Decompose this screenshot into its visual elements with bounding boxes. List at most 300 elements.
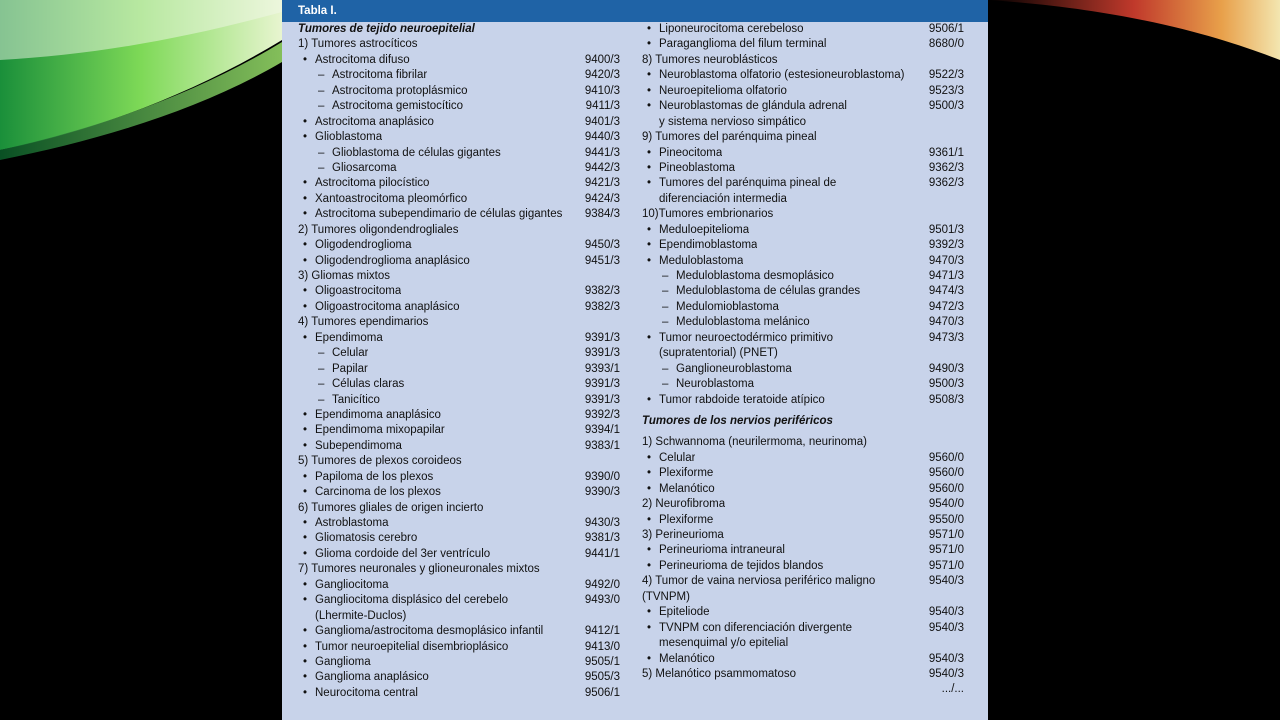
icd-code: 9424/3: [584, 192, 620, 205]
bullet-icon: •: [303, 594, 308, 607]
icd-code: 9361/1: [928, 146, 964, 159]
dash-icon: –: [318, 161, 325, 174]
bullet-icon: •: [647, 606, 652, 619]
tumor-name: Celular: [659, 451, 696, 464]
icd-code: 9505/3: [584, 671, 620, 684]
tumor-name: Meduloblastoma de células grandes: [676, 285, 861, 298]
bullet-icon: •: [647, 621, 652, 634]
tumor-name: Tumores del parénquima pineal de: [659, 177, 837, 190]
tumor-name: 9) Tumores del parénquima pineal: [642, 131, 817, 144]
tumor-name: Tumor rabdoide teratoide atípico: [659, 393, 825, 406]
table-row: [298, 68, 620, 83]
table-title: Tabla I.: [282, 0, 988, 22]
table-row: [298, 516, 620, 531]
table-row: [298, 423, 620, 438]
table-row: [642, 22, 964, 37]
icd-code: 9441/1: [584, 547, 620, 560]
icd-code: 9413/0: [584, 640, 620, 653]
bullet-icon: •: [647, 69, 652, 82]
dash-icon: –: [318, 69, 325, 82]
tumor-name: Papilar: [332, 362, 368, 375]
table-row: [642, 528, 964, 543]
icd-code: 8680/0: [928, 38, 964, 51]
dash-icon: –: [318, 84, 325, 97]
bullet-icon: •: [647, 652, 652, 665]
bullet-icon: •: [647, 177, 652, 190]
table-row: [642, 37, 964, 52]
tumor-name: Pineocitoma: [659, 146, 723, 159]
table-row: [298, 531, 620, 546]
table-row: [642, 393, 964, 408]
bullet-icon: •: [647, 544, 652, 557]
table-left-column: [298, 22, 620, 701]
table-row: [642, 284, 964, 299]
icd-code: 9393/1: [584, 362, 620, 375]
icd-code: 9382/3: [584, 300, 620, 313]
table-row: [298, 53, 620, 68]
table-row: [642, 559, 964, 574]
tumor-name: Astrocitoma gemistocítico: [332, 100, 464, 113]
icd-code: 9390/3: [584, 486, 620, 499]
bullet-icon: •: [647, 84, 652, 97]
table-row: [298, 501, 620, 516]
table-row: [642, 682, 964, 697]
warm-swoosh-decoration: [988, 0, 1280, 60]
bullet-icon: •: [647, 482, 652, 495]
dash-icon: –: [662, 316, 669, 329]
tumor-name: Perineurioma de tejidos blandos: [659, 559, 824, 572]
icd-code: 9540/3: [928, 606, 964, 619]
table-row: [642, 636, 964, 651]
table-row: [642, 451, 964, 466]
table-row: [642, 652, 964, 667]
icd-code: 9400/3: [584, 53, 620, 66]
icd-code: 9506/1: [584, 686, 620, 699]
icd-code: 9506/1: [928, 23, 964, 35]
bullet-icon: •: [303, 239, 308, 252]
bullet-icon: •: [303, 439, 308, 452]
table-row: [298, 686, 620, 701]
bullet-icon: •: [303, 192, 308, 205]
tumor-name: Astrocitoma anaplásico: [315, 115, 434, 128]
bullet-icon: •: [303, 254, 308, 267]
table-row: [642, 130, 964, 145]
table-row: [642, 466, 964, 481]
table-row: [298, 99, 620, 114]
tumor-name: Astrocitoma difuso: [315, 53, 410, 66]
icd-code: 9550/0: [928, 513, 964, 526]
bullet-icon: •: [303, 625, 308, 638]
bullet-icon: •: [303, 53, 308, 66]
icd-code: 9540/3: [928, 667, 964, 680]
tumor-name: (supratentorial) (PNET): [659, 347, 778, 360]
icd-code: 9505/1: [584, 655, 620, 668]
icd-code: 9421/3: [584, 177, 620, 190]
icd-code: 9412/1: [584, 625, 620, 638]
table-row: [298, 408, 620, 423]
icd-code: 9362/3: [928, 161, 964, 174]
tumor-name: Glioblastoma de células gigantes: [332, 146, 501, 159]
tumor-name: Ependimoblastoma: [659, 239, 758, 252]
bullet-icon: •: [647, 146, 652, 159]
table-row: [642, 435, 964, 450]
tumor-name: 1) Tumores astrocíticos: [298, 38, 418, 51]
green-swoosh-decoration: [0, 0, 282, 160]
table-row: [642, 192, 964, 207]
table-row: [298, 331, 620, 346]
bullet-icon: •: [647, 451, 652, 464]
tumor-name: Ganglioma: [315, 655, 371, 668]
tumor-name: diferenciación intermedia: [659, 192, 787, 205]
bullet-icon: •: [647, 161, 652, 174]
table-row: [642, 331, 964, 346]
bullet-icon: •: [303, 486, 308, 499]
table-row: [642, 176, 964, 191]
bullet-icon: •: [303, 671, 308, 684]
tumor-name: Tanicítico: [332, 393, 380, 406]
table-row: [642, 254, 964, 269]
table-row: [642, 605, 964, 620]
table-row: [642, 223, 964, 238]
tumor-name: Gliosarcoma: [332, 161, 397, 174]
tumor-name: Gangliocitoma: [315, 578, 389, 591]
icd-code: 9560/0: [928, 451, 964, 464]
bullet-icon: •: [303, 640, 308, 653]
bullet-icon: •: [303, 408, 308, 421]
icd-code: 9540/0: [928, 498, 964, 511]
tumor-name: Medulomioblastoma: [676, 300, 779, 313]
icd-code: 9362/3: [928, 177, 964, 190]
dash-icon: –: [318, 347, 325, 360]
tumor-name: Pineoblastoma: [659, 161, 736, 174]
table-row: [298, 655, 620, 670]
table-row: [642, 84, 964, 99]
tumor-name: Neuroblastomas de glándula adrenal: [659, 100, 847, 113]
icd-code: 9394/1: [584, 424, 620, 437]
icd-code: 9470/3: [928, 316, 964, 329]
table-row: [298, 393, 620, 408]
icd-code: 9411/3: [585, 100, 620, 113]
bullet-icon: •: [303, 115, 308, 128]
table-row: [298, 470, 620, 485]
icd-code: 9490/3: [928, 362, 964, 375]
icd-code: 9501/3: [928, 223, 964, 236]
tumor-name: Neuroblastoma olfatorio (estesioneuroblastoma): [659, 69, 905, 82]
tumor-name: Tumor neuroectodérmico primitivo: [659, 331, 834, 344]
icd-code: 9392/3: [928, 239, 964, 252]
table-row: [298, 362, 620, 377]
tumor-name: 1) Schwannoma (neurilermoma, neurinoma): [642, 436, 867, 449]
tumor-name: (TVNPM): [642, 590, 690, 603]
table-row: [298, 269, 620, 284]
tumor-name: Astrocitoma subependimario de células gigantes: [315, 208, 563, 221]
icd-code: 9382/3: [584, 285, 620, 298]
icd-code: 9474/3: [928, 285, 964, 298]
tumor-name: 2) Tumores oligondendrogliales: [298, 223, 459, 236]
icd-code: 9390/0: [584, 470, 620, 483]
tumor-name: Células claras: [332, 378, 405, 391]
tumor-name: Meduloblastoma melánico: [676, 316, 810, 329]
tumor-name: Paraganglioma del filum terminal: [659, 38, 827, 51]
table-row: [298, 640, 620, 655]
table-row: [642, 513, 964, 528]
bullet-icon: •: [303, 578, 308, 591]
tumor-name: Subependimoma: [315, 439, 402, 452]
table-row: [298, 670, 620, 685]
tumor-name: Gangliocitoma displásico del cerebelo: [315, 594, 509, 607]
icd-code: 9472/3: [928, 300, 964, 313]
icd-code: 9391/3: [584, 331, 620, 344]
bullet-icon: •: [303, 470, 308, 483]
table-row: [642, 590, 964, 605]
dash-icon: –: [662, 285, 669, 298]
bullet-icon: •: [647, 513, 652, 526]
tumor-name: Ganglioneuroblastoma: [676, 362, 792, 375]
icd-code: 9470/3: [928, 254, 964, 267]
icd-code: 9383/1: [584, 439, 620, 452]
icd-code: 9430/3: [584, 517, 620, 529]
icd-code: 9441/3: [584, 146, 620, 159]
table-row: [298, 223, 620, 238]
tumor-name: Melanótico: [659, 482, 715, 495]
table-row: [298, 346, 620, 361]
table-row: [298, 192, 620, 207]
tumor-name: 5) Tumores de plexos coroideos: [298, 455, 462, 468]
tumor-name: Neuroepitelioma olfatorio: [659, 84, 787, 97]
dash-icon: –: [662, 362, 669, 375]
icd-code: 9560/0: [928, 482, 964, 495]
tumor-name: Ganglioma/astrocitoma desmoplásico infantil: [315, 625, 544, 638]
tumor-name: Tumores de los nervios periféricos: [642, 414, 833, 427]
icd-code: 9440/3: [584, 131, 620, 144]
icd-code: 9522/3: [928, 69, 964, 82]
table-row: [298, 207, 620, 222]
icd-code: 9391/3: [584, 347, 620, 360]
icd-code: 9410/3: [584, 84, 620, 97]
tumor-name: Oligodendroglioma: [315, 239, 412, 252]
bullet-icon: •: [647, 223, 652, 236]
bullet-icon: •: [647, 38, 652, 51]
tumor-name: Astrocitoma protoplásmico: [332, 84, 468, 97]
tumor-name: Ependimoma anaplásico: [315, 408, 441, 421]
bullet-icon: •: [303, 686, 308, 699]
table-row: [642, 68, 964, 83]
bullet-icon: •: [647, 559, 652, 572]
table-row: [642, 115, 964, 130]
dash-icon: –: [318, 378, 325, 391]
table-row: [642, 238, 964, 253]
bullet-icon: •: [303, 655, 308, 668]
tumor-name: 5) Melanótico psammomatoso: [642, 667, 797, 680]
tumor-name: Carcinoma de los plexos: [315, 486, 441, 499]
table-row: [298, 84, 620, 99]
icd-code: 9500/3: [928, 378, 964, 391]
table-row: [298, 454, 620, 469]
table-row: [642, 53, 964, 68]
table-row: [642, 497, 964, 512]
table-row: [642, 667, 964, 682]
tumor-name: 7) Tumores neuronales y glioneuronales mixtos: [298, 563, 540, 576]
icd-code: 9392/3: [584, 408, 620, 421]
table-row: [298, 485, 620, 500]
table-row: [298, 115, 620, 130]
tumor-name: Perineurioma intraneural: [659, 544, 785, 557]
tumor-name: Meduloblastoma desmoplásico: [676, 270, 834, 282]
dash-icon: –: [662, 270, 669, 282]
tumor-name: Meduloblastoma: [659, 254, 744, 267]
icd-code: 9451/3: [584, 254, 620, 267]
tumor-name: 4) Tumor de vaina nerviosa periférico maligno: [642, 575, 876, 588]
bullet-icon: •: [303, 300, 308, 313]
table-row: [642, 315, 964, 330]
tumor-name: Oligoastrocitoma: [315, 285, 402, 298]
table-row: [642, 269, 964, 284]
table-row: [298, 130, 620, 145]
table-row: [298, 161, 620, 176]
table-row: [298, 562, 620, 577]
table-row: [298, 37, 620, 52]
tumor-name: Astroblastoma: [315, 517, 389, 529]
icd-code: 9571/0: [928, 529, 964, 541]
bullet-icon: •: [647, 100, 652, 113]
tumor-name: 8) Tumores neuroblásticos: [642, 53, 778, 66]
tumor-name: Astrocitoma fibrilar: [332, 69, 428, 82]
table-row: [642, 161, 964, 176]
table-row: [298, 547, 620, 562]
bullet-icon: •: [647, 23, 652, 35]
tumor-name: 6) Tumores gliales de origen incierto: [298, 501, 484, 514]
table-image: [282, 0, 988, 720]
tumor-name: Ependimoma mixopapilar: [315, 424, 445, 437]
tumor-name: Celular: [332, 347, 369, 360]
tumor-name: Neurocitoma central: [315, 686, 418, 699]
icd-code: .../...: [941, 683, 964, 696]
icd-code: 9420/3: [584, 69, 620, 82]
table-row: [298, 609, 620, 624]
tumor-name: Ganglioma anaplásico: [315, 671, 429, 684]
tumor-name: TVNPM con diferenciación divergente: [659, 621, 853, 634]
table-row: [642, 99, 964, 114]
table-row: [298, 238, 620, 253]
icd-code: 9401/3: [584, 115, 620, 128]
tumor-name: 2) Neurofibroma: [642, 498, 726, 511]
table-row: [642, 543, 964, 558]
bullet-icon: •: [647, 467, 652, 480]
dash-icon: –: [662, 300, 669, 313]
tumor-name: 10)Tumores embrionarios: [642, 208, 774, 221]
icd-code: 9391/3: [584, 393, 620, 406]
bullet-icon: •: [303, 547, 308, 560]
table-row: [298, 377, 620, 392]
tumor-name: Astrocitoma pilocístico: [315, 177, 430, 190]
table-row: [642, 574, 964, 589]
table-right-column: [642, 22, 964, 698]
tumor-name: Gliomatosis cerebro: [315, 532, 418, 545]
table-section-heading: [642, 414, 964, 429]
tumor-name: Neuroblastoma: [676, 378, 754, 391]
tumor-name: Ependimoma: [315, 331, 383, 344]
tumor-name: Meduloepitelioma: [659, 223, 750, 236]
table-row: [298, 254, 620, 269]
icd-code: 9571/0: [928, 544, 964, 557]
bullet-icon: •: [647, 331, 652, 344]
table-row: [642, 300, 964, 315]
table-row: [298, 593, 620, 608]
table-row: [298, 439, 620, 454]
tumor-name: Glioblastoma: [315, 131, 383, 144]
bullet-icon: •: [303, 331, 308, 344]
dash-icon: –: [318, 362, 325, 375]
table-row: [298, 624, 620, 639]
tumor-name: Liponeurocitoma cerebeloso: [659, 23, 804, 35]
table-row: [298, 176, 620, 191]
tumor-name: Oligoastrocitoma anaplásico: [315, 300, 460, 313]
table-row: [642, 362, 964, 377]
icd-code: 9500/3: [928, 100, 964, 113]
tumor-name: Melanótico: [659, 652, 715, 665]
table-row: [298, 146, 620, 161]
tumor-name: Xantoastrocitoma pleomórfico: [315, 192, 468, 205]
bullet-icon: •: [303, 131, 308, 144]
tumor-name: 4) Tumores ependimarios: [298, 316, 429, 329]
tumor-name: Glioma cordoide del 3er ventrículo: [315, 547, 491, 560]
dash-icon: –: [318, 393, 325, 406]
icd-code: 9540/3: [928, 575, 964, 588]
bullet-icon: •: [303, 177, 308, 190]
bullet-icon: •: [303, 517, 308, 529]
tumor-name: Plexiforme: [659, 513, 714, 526]
table-row: [642, 207, 964, 222]
bullet-icon: •: [303, 424, 308, 437]
icd-code: 9384/3: [584, 208, 620, 221]
icd-code: 9492/0: [584, 578, 620, 591]
table-row: [298, 578, 620, 593]
table-row: [642, 377, 964, 392]
icd-code: 9473/3: [928, 331, 964, 344]
table-row: [642, 482, 964, 497]
icd-code: 9381/3: [584, 532, 620, 545]
dash-icon: –: [318, 100, 325, 113]
tumor-name: Oligodendroglioma anaplásico: [315, 254, 470, 267]
bullet-icon: •: [303, 532, 308, 545]
tumor-name: mesenquimal y/o epitelial: [659, 637, 789, 650]
tumor-name: Tumor neuroepitelial disembrioplásico: [315, 640, 509, 653]
bullet-icon: •: [647, 254, 652, 267]
table-row: [298, 284, 620, 299]
icd-code: 9508/3: [928, 393, 964, 406]
icd-code: 9450/3: [584, 239, 620, 252]
tumor-name: (Lhermite-Duclos): [315, 609, 407, 622]
dash-icon: –: [318, 146, 325, 159]
icd-code: 9471/3: [928, 270, 964, 282]
table-section-heading: [298, 22, 620, 37]
icd-code: 9571/0: [928, 559, 964, 572]
bullet-icon: •: [303, 208, 308, 221]
table-row: [298, 315, 620, 330]
bullet-icon: •: [303, 285, 308, 298]
tumor-name: Papiloma de los plexos: [315, 470, 434, 483]
icd-code: 9560/0: [928, 467, 964, 480]
table-row: [642, 146, 964, 161]
icd-code: 9523/3: [928, 84, 964, 97]
icd-code: 9442/3: [584, 161, 620, 174]
icd-code: 9391/3: [584, 378, 620, 391]
tumor-name: Epiteliode: [659, 606, 710, 619]
tumor-name: y sistema nervioso simpático: [659, 115, 806, 128]
icd-code: 9540/3: [928, 621, 964, 634]
bullet-icon: •: [647, 239, 652, 252]
tumor-name: 3) Perineurioma: [642, 529, 724, 541]
